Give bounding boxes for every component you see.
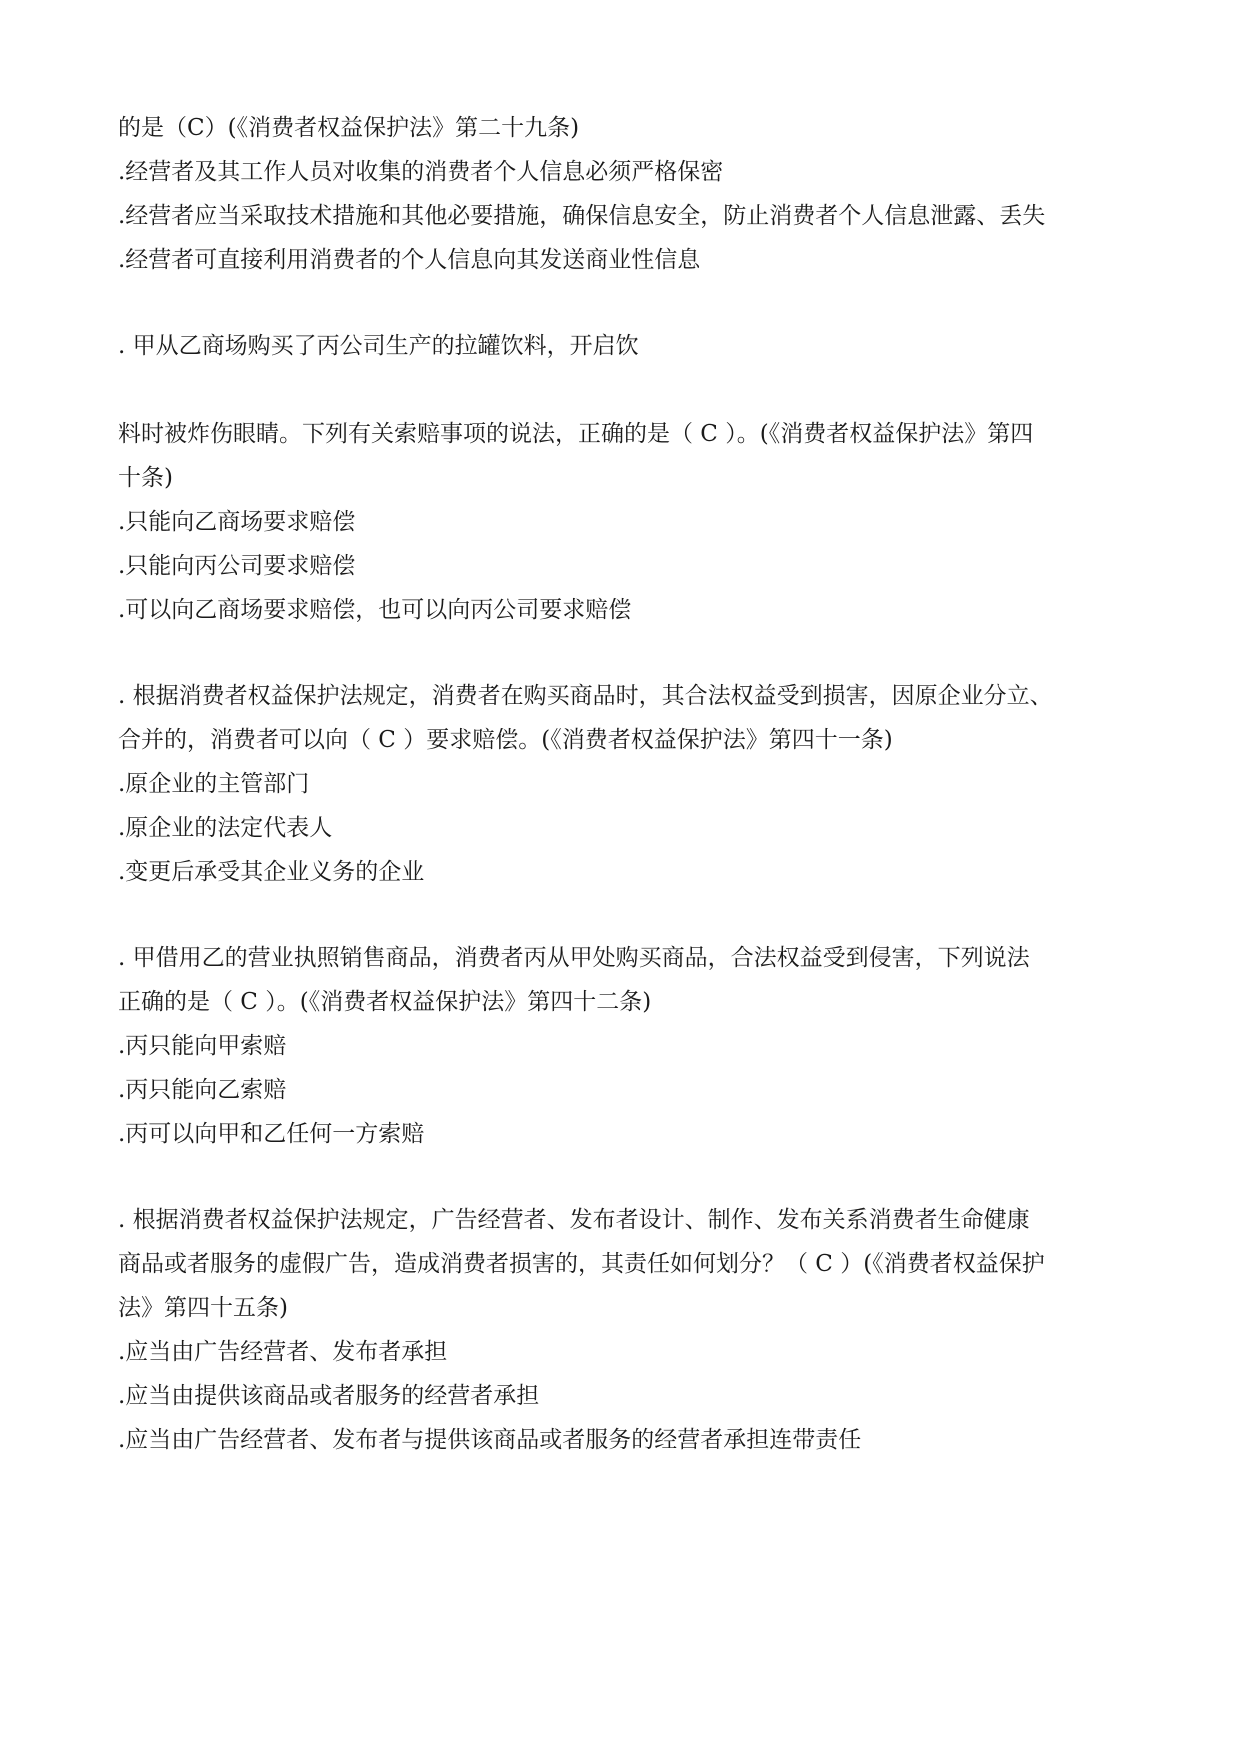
option-text: .应当由广告经营者、发布者与提供该商品或者服务的经营者承担连带责任 [118, 1427, 862, 1453]
question-text: 料时被炸伤眼睛。下列有关索赔事项的说法，正确的是（ C ）。(《消费者权益保护法》第四 [118, 421, 1034, 447]
question-text: 合并的，消费者可以向（ C ）要求赔偿。(《消费者权益保护法》第四十一条) [118, 727, 893, 753]
option-text: .丙只能向乙索赔 [118, 1077, 287, 1103]
question-text: 的是（C）(《消费者权益保护法》第二十九条) [118, 115, 580, 141]
option-text: .经营者可直接利用消费者的个人信息向其发送商业性信息 [118, 247, 701, 273]
option-text: .只能向乙商场要求赔偿 [118, 509, 356, 535]
question-text: . 根据消费者权益保护法规定，广告经营者、发布者设计、制作、发布关系消费者生命健康 [118, 1207, 1030, 1233]
question-text: 商品或者服务的虚假广告，造成消费者损害的，其责任如何划分？（ C ）(《消费者权益保护 [118, 1251, 1045, 1277]
question-text: . 甲借用乙的营业执照销售商品，消费者丙从甲处购买商品，合法权益受到侵害，下列说法 [118, 945, 1030, 971]
question-text: . 甲从乙商场购买了丙公司生产的拉罐饮料，开启饮 [118, 333, 639, 359]
question-text: . 根据消费者权益保护法规定，消费者在购买商品时，其合法权益受到损害，因原企业分立、 [118, 683, 1053, 709]
question-text: 法》第四十五条) [118, 1295, 288, 1321]
option-text: .只能向丙公司要求赔偿 [118, 553, 356, 579]
option-text: .经营者应当采取技术措施和其他必要措施，确保信息安全，防止消费者个人信息泄露、丢失 [118, 203, 1046, 229]
option-text: .原企业的主管部门 [118, 771, 310, 797]
question-text: 正确的是（ C ）。(《消费者权益保护法》第四十二条) [118, 989, 652, 1015]
option-text: .变更后承受其企业义务的企业 [118, 859, 425, 885]
question-text: 十条) [118, 465, 173, 491]
option-text: .丙可以向甲和乙任何一方索赔 [118, 1121, 425, 1147]
option-text: .原企业的法定代表人 [118, 815, 333, 841]
option-text: .丙只能向甲索赔 [118, 1033, 287, 1059]
option-text: .应当由广告经营者、发布者承担 [118, 1339, 448, 1365]
option-text: .经营者及其工作人员对收集的消费者个人信息必须严格保密 [118, 159, 724, 185]
option-text: .可以向乙商场要求赔偿，也可以向丙公司要求赔偿 [118, 597, 632, 623]
option-text: .应当由提供该商品或者服务的经营者承担 [118, 1383, 540, 1409]
